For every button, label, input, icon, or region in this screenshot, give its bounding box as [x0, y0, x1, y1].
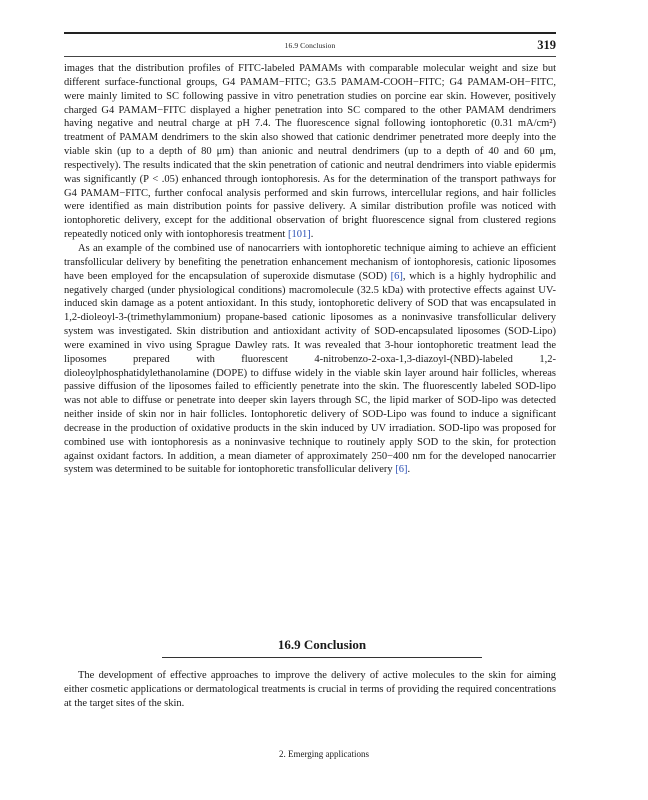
paragraph-conclusion: The development of effective approaches to improve the delivery of active molecules to the skin for aiming either cosmetic applications or dermatological treatments is crucial in terms of providing the required concentrations at the target sites of the skin.: [64, 670, 556, 709]
paragraph-text: As an example of the combined use of nanocarriers with iontophoretic technique aiming to achieve an efficient transfollicular delivery by benefiting the penetration enhancement mechanism of iontophoresis, cationic liposomes have been employed for the encapsulation of superoxide dismutase (SOD): [64, 242, 556, 282]
paragraph-sod-liposomes: [64, 242, 556, 477]
paragraph-pamam-distribution: [64, 62, 556, 242]
paragraph-text: images that the distribution profiles of FITC-labeled PAMAMs with comparable molecular weight and size but different surface-functional groups, G4 PAMAM−FITC; G3.5 PAMAM-COOH−FITC; G4 PAMAM-OH−FITC, were mainly limited to SC following passive in vitro penetration studies on porcine ear skin. However, positively charged G4 PAMAM−FITC displayed a higher penetration into SC compared to the other PAMAM dendrimers having negative and neutral charge at pH 7.4. The fluorescence signal following iontophoretic (0.31 mA/cm²) treatment of PAMAM dendrimers to the skin also showed that cationic dendrimer penetrated more deeply into the viable skin (up to a depth of 80 μm) than anionic and neutral dendrimers (up to a depth of 40 and 60 μm, respectively). The results indicated that the skin penetration of cationic and neutral dendrimers into viable epidermis was significantly (P < .05) enhanced through iontophoresis. As for the determination of the transport pathways for G4 PAMAM−FITC, further confocal analysis performed and skin furrows, intercellular regions, and hair follicles were identified as main distribution points for passive delivery. A similar distribution profile was noticed with iontophoretic delivery, except for the additional observation of bright fluorescence signal from clustered regions repeatedly noticed only with iontophoresis treatment: [64, 63, 556, 241]
paragraph-text: , which is a highly hydrophilic and negatively charged (under physiological conditions) macromolecule (32.5 kDa) with protective effects against UV-induced skin damage as a potent antioxidant. In this study, iontophoretic delivery of SOD that was encapsulated in 1,2-dioleoyl-3-(trimethylammonium) propane-based cationic liposomes as a noninvasive transfollicular delivery system was investigated. Skin distribution and antioxidant activity of SOD-encapsulated liposomes (SOD-Lipo) were examined in vivo using Sprague Dawley rats. It was revealed that 3-hour iontophoretic treatment lead the liposomes prepared with fluorescent 4-nitrobenzo-2-oxa-1,3-diazoyl-(NBD)-labeled 1,2-dioleoylphosphatidylethanolamine (DOPE) to diffuse widely in the viable skin layer around hair follicles, whereas passive diffusion of the liposomes failed to efficiently penetrate into the skin. The fluorescently labeled SOD-lipo was not able to diffuse or penetrate into deeper skin layers through SC, the lipid marker of SOD-lipo was detected neither inside of skin nor in hair follicles. Iontophoretic delivery of SOD-Lipo was found to induce a significant decrease in the production of oxidative products in the skin induced by UV irradiation. SOD-lipo was proposed for combined use with iontophoresis as a noninvasive technique to routinely apply SOD to the skin, for protection against oxidant factors. In addition, a mean diameter of approximately 250−400 nm for the developed nanocarrier system was determined to be suitable for iontophoretic transfollicular delivery: [64, 270, 556, 476]
citation-link[interactable]: [6]: [390, 270, 403, 282]
body-text: [64, 62, 556, 477]
page-number: 319: [537, 38, 556, 52]
citation-link[interactable]: [6]: [395, 464, 408, 476]
running-head: [64, 38, 556, 56]
running-title: 16.9 Conclusion: [284, 41, 336, 50]
paragraph-text: .: [407, 464, 411, 476]
header-top-rule: [64, 32, 556, 34]
section-heading: 16.9 Conclusion: [277, 637, 367, 652]
footer-part-label: 2. Emerging applications: [278, 749, 370, 759]
paragraph-text: .: [310, 229, 314, 241]
section-heading-rule: [162, 657, 482, 658]
conclusion-text: [64, 669, 556, 711]
citation-link[interactable]: [101]: [287, 229, 311, 241]
header-bottom-rule: [64, 56, 556, 57]
